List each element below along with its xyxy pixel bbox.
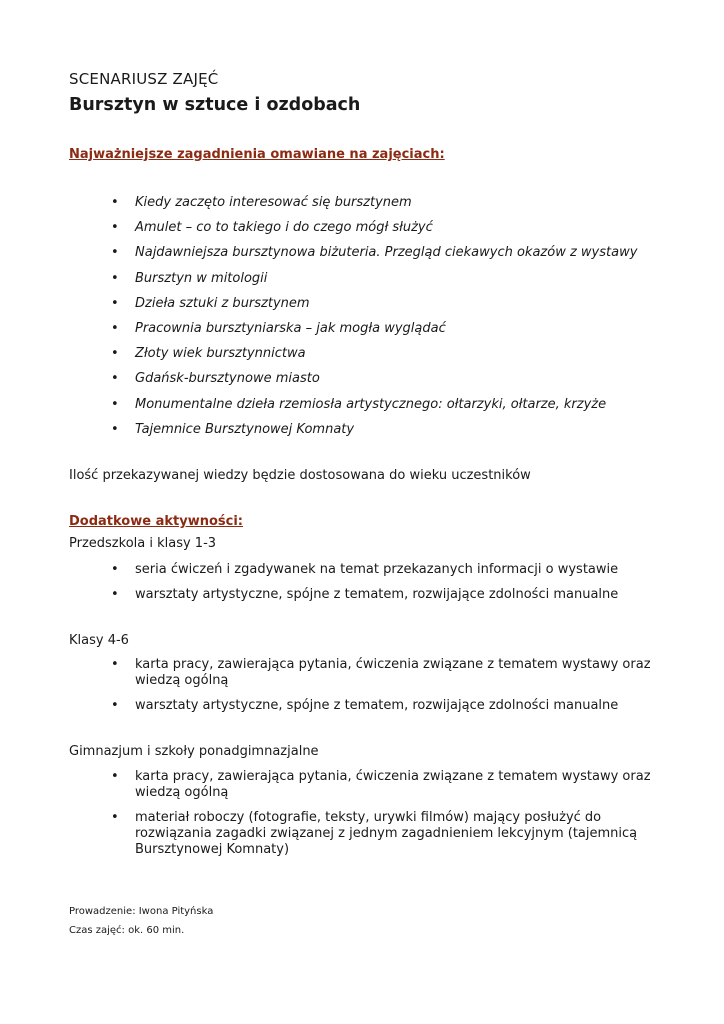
list-item bbox=[107, 587, 655, 603]
topic-text: Bursztyn w mitologii bbox=[135, 270, 268, 286]
list-item bbox=[107, 397, 637, 422]
list-item bbox=[107, 220, 637, 245]
knowledge-note: Ilość przekazywanej wiedzy będzie dostosowana do wieku uczestników bbox=[69, 468, 531, 483]
topic-text: Złoty wiek bursztynnictwa bbox=[135, 346, 306, 362]
bullet-icon: • bbox=[111, 371, 119, 387]
topic-text: Gdańsk-bursztynowe miasto bbox=[135, 371, 320, 387]
list-item bbox=[107, 562, 655, 578]
bullet-icon: • bbox=[111, 320, 119, 336]
topic-text: Najdawniejsza bursztynowa biżuteria. Przegląd ciekawych okazów z wystawy bbox=[135, 245, 638, 261]
topic-text: Amulet – co to takiego i do czego mógł służyć bbox=[135, 220, 433, 236]
list-item bbox=[107, 271, 637, 296]
bullet-icon: • bbox=[111, 810, 119, 825]
topics-heading: Najważniejsze zagadnienia omawiane na zajęciach: bbox=[69, 147, 445, 162]
bullet-icon: • bbox=[111, 270, 119, 286]
group-label-grades-4-6: Klasy 4-6 bbox=[69, 633, 129, 648]
list-item bbox=[107, 296, 637, 321]
activities-list-secondary bbox=[107, 769, 655, 867]
list-item bbox=[107, 698, 655, 714]
activity-text: karta pracy, zawierająca pytania, ćwiczenia związane z tematem wystawy oraz wiedzą ogólną bbox=[135, 657, 651, 688]
list-item bbox=[107, 346, 637, 371]
topic-text: Dzieła sztuki z bursztynem bbox=[135, 295, 310, 311]
activity-text: materiał roboczy (fotografie, teksty, urywki filmów) mający posłużyć do rozwiązania zagadki związanej z jednym zagadnieniem lekcyjnym (tajemnicą Bursztynowej Komnaty) bbox=[135, 810, 638, 857]
list-item bbox=[107, 371, 637, 396]
list-item bbox=[107, 321, 637, 346]
activities-heading: Dodatkowe aktywności: bbox=[69, 514, 243, 529]
bullet-icon: • bbox=[111, 396, 119, 412]
footer-leader: Prowadzenie: Iwona Pityńska bbox=[69, 906, 214, 917]
document-subtitle: SCENARIUSZ ZAJĘĆ bbox=[69, 70, 219, 88]
bullet-icon: • bbox=[111, 769, 119, 784]
topic-text: Kiedy zaczęto interesować się bursztynem bbox=[135, 195, 412, 210]
bullet-icon: • bbox=[111, 562, 119, 577]
topic-text: Tajemnice Bursztynowej Komnaty bbox=[135, 421, 355, 437]
list-item bbox=[107, 195, 637, 220]
bullet-icon: • bbox=[111, 698, 119, 713]
list-item bbox=[107, 769, 655, 801]
topic-text: Monumentalne dzieła rzemiosła artystycznego: ołtarzyki, ołtarze, krzyże bbox=[135, 396, 607, 412]
bullet-icon: • bbox=[111, 657, 119, 672]
activity-text: seria ćwiczeń i zgadywanek na temat przekazanych informacji o wystawie bbox=[135, 562, 619, 577]
activity-text: warsztaty artystyczne, spójne z tematem, rozwijające zdolności manualne bbox=[135, 587, 619, 602]
bullet-icon: • bbox=[111, 220, 119, 236]
bullet-icon: • bbox=[111, 346, 119, 362]
bullet-icon: • bbox=[111, 421, 119, 437]
topic-text: Pracownia bursztyniarska – jak mogła wyglądać bbox=[135, 320, 446, 336]
list-item bbox=[107, 657, 655, 689]
bullet-icon: • bbox=[111, 587, 119, 602]
list-item bbox=[107, 810, 655, 858]
bullet-icon: • bbox=[111, 195, 119, 210]
bullet-icon: • bbox=[111, 245, 119, 261]
bullet-icon: • bbox=[111, 295, 119, 311]
document-title: Bursztyn w sztuce i ozdobach bbox=[69, 95, 361, 115]
activities-list-preschool bbox=[107, 562, 655, 612]
activity-text: karta pracy, zawierająca pytania, ćwiczenia związane z tematem wystawy oraz wiedzą ogólną bbox=[135, 769, 651, 800]
activity-text: warsztaty artystyczne, spójne z tematem, rozwijające zdolności manualne bbox=[135, 698, 619, 713]
footer-duration: Czas zajęć: ok. 60 min. bbox=[69, 925, 185, 936]
group-label-secondary: Gimnazjum i szkoły ponadgimnazjalne bbox=[69, 744, 319, 759]
group-label-preschool: Przedszkola i klasy 1-3 bbox=[69, 536, 217, 551]
list-item bbox=[107, 422, 637, 447]
topics-list bbox=[107, 195, 637, 447]
list-item bbox=[107, 245, 637, 270]
activities-list-grades-4-6 bbox=[107, 657, 655, 723]
